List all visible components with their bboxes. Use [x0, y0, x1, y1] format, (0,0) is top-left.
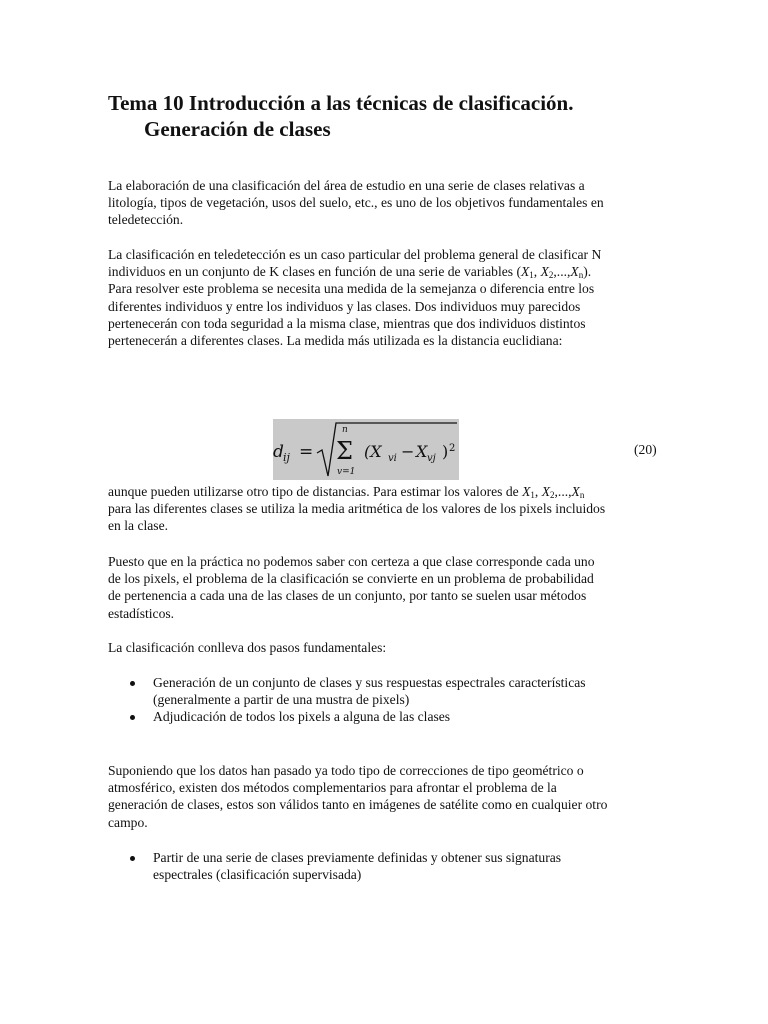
title-line-1: Tema 10 Introducción a las técnicas de clasificación.	[108, 91, 574, 115]
text-line: Para resolver este problema se necesita una medida de la semejanza o diferencia entre los	[108, 281, 595, 297]
list-item	[108, 708, 668, 725]
text-line: La clasificación conlleva dos pasos fundamentales:	[108, 640, 387, 655]
text-line: atmosférico, existen dos métodos complementarios para afrontar el problema de la	[108, 780, 557, 796]
formula-body-sub2: vj	[427, 453, 436, 464]
formula-body-open: (X	[364, 442, 382, 461]
equation-number: (20)	[634, 442, 657, 457]
formula-lhs: d	[273, 442, 284, 462]
text-line: de los pixels, el problema de la clasificación se convierte en un problema de probabilidad	[108, 571, 594, 587]
steps-list	[108, 674, 668, 726]
paragraph-steps	[108, 639, 668, 656]
text-line: de pertenencia a cada una de las clases de un conjunto, por tanto se suelen usar métodos	[108, 588, 587, 604]
formula-sum-top: n	[342, 425, 348, 435]
formula-lhs-sub: ij	[283, 451, 290, 464]
paragraph-intro	[108, 177, 668, 229]
paragraph-classification	[108, 246, 668, 349]
text-line: (generalmente a partir de una mustra de pixels)	[153, 692, 410, 708]
text-line: La elaboración de una clasificación del área de estudio en una serie de clases relativas a	[108, 178, 585, 193]
paragraph-distances	[108, 483, 668, 535]
text-line: pertenecerán con toda seguridad a la misma clase, mientras que dos individuos distintos	[108, 315, 586, 331]
bullet-icon	[130, 715, 135, 720]
text-line: estadísticos.	[108, 605, 175, 621]
euclidean-distance-formula	[273, 419, 459, 480]
text-line: Generación de un conjunto de clases y sus respuestas espectrales características	[153, 675, 586, 690]
text-line: Adjudicación de todos los pixels a alguna de las clases	[153, 709, 451, 725]
text-line: litología, tipos de vegetación, usos del suelo, etc., es uno de los objetivos fundamentales en	[108, 195, 604, 211]
text-line-estimate: aunque pueden utilizarse otro tipo de distancias. Para estimar los valores de $X_1$, $X_2,...,X_n$	[108, 484, 585, 500]
methods-list	[108, 849, 668, 883]
text-line: teledetección.	[108, 212, 184, 228]
text-line: Puesto que en la práctica no podemos saber con certeza a que clase corresponde cada uno	[108, 554, 595, 569]
formula-equals: =	[299, 442, 314, 462]
text-line: pertenecerán a diferentes clases. La medida más utilizada es la distancia euclidiana:	[108, 333, 563, 349]
page-title	[108, 90, 708, 142]
text-line: espectrales (clasificación supervisada)	[153, 867, 362, 883]
formula-body-sub1: vi	[388, 453, 397, 464]
formula-exp: 2	[449, 443, 456, 454]
text-line-variables: individuos en un conjunto de K clases en función de una serie de variables ($X_1$, $X_2,...,X_n$).	[108, 264, 592, 281]
bullet-icon	[130, 856, 135, 861]
text-line: Suponiendo que los datos han pasado ya todo tipo de correcciones de tipo geométrico o	[108, 763, 584, 778]
paragraph-probability	[108, 553, 668, 622]
sum-icon: Σ	[336, 437, 353, 465]
text-line: en la clase.	[108, 518, 169, 534]
text-line: Partir de una serie de clases previamente definidas y obtener sus signaturas	[153, 850, 562, 865]
text-line: generación de clases, estos son válidos tanto en imágenes de satélite como en cualquier otro	[108, 797, 608, 813]
text-line: La clasificación en teledetección es un caso particular del problema general de clasificar N	[108, 247, 602, 262]
paragraph-methods	[108, 762, 668, 831]
title-line-2: Generación de clases	[144, 117, 331, 141]
text-line: campo.	[108, 814, 148, 830]
formula-minus: −	[401, 442, 415, 461]
text-line: para las diferentes clases se utiliza la media aritmética de los valores de los pixels incluidos	[108, 501, 606, 517]
formula-sum-bottom: v=1	[337, 467, 356, 477]
bullet-icon	[130, 681, 135, 686]
formula-body-x2: X	[416, 442, 428, 461]
formula-body-close: )	[442, 442, 449, 461]
list-item	[108, 674, 668, 708]
text-line: diferentes individuos y entre los individuos y las clases. Dos individuos muy parecidos	[108, 298, 581, 314]
list-item	[108, 849, 668, 883]
